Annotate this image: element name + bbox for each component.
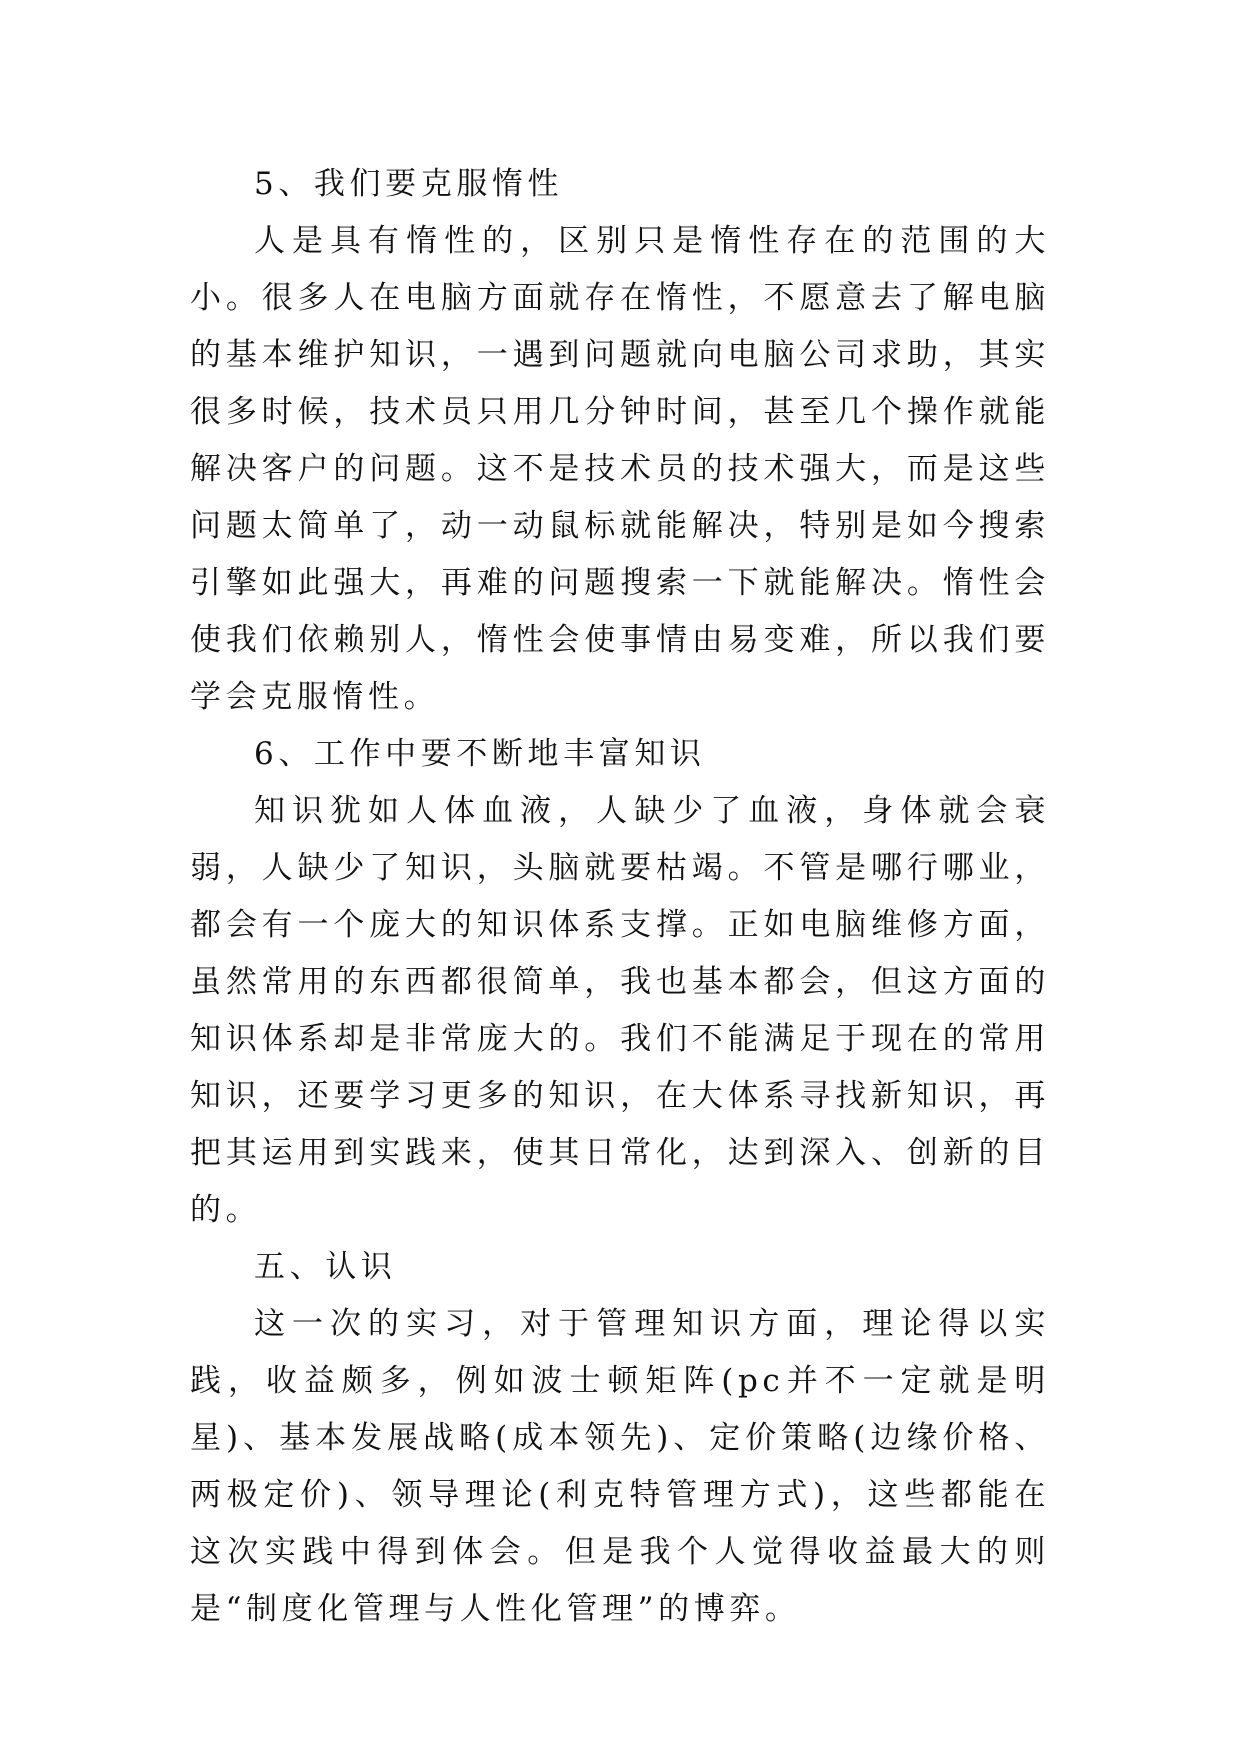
- section-heading: 5、我们要克服惰性: [254, 166, 564, 202]
- body-paragraph: 人是具有惰性的，区别只是惰性存在的范围的大小。很多人在电脑方面就存在惰性，不愿意去了解电脑的基本维护知识，一遇到问题就向电脑公司求助，其实很多时候，技术员只用几分钟时间，甚至几个操作就能解决客户的问题。这不是技术员的技术强大，而是这些问题太简单了，动一动鼠标就能解决，特别是如今搜索引擎如此强大，再难的问题搜索一下就能解决。惰性会使我们依赖别人，惰性会使事情由易变难，所以我们要学会克服惰性。: [190, 223, 1050, 715]
- document-body: [190, 156, 1050, 1638]
- body-paragraph: 这一次的实习，对于管理知识方面，理论得以实践，收益颇多，例如波士顿矩阵(pc并不一定就是明星)、基本发展战略(成本领先)、定价策略(边缘价格、两极定价)、领导理论(利克特管理方式)，这些都能在这次实践中得到体会。但是我个人觉得收益最大的则是“制度化管理与人性化管理”的博弈。: [190, 1306, 1050, 1627]
- body-paragraph: 知识犹如人体血液，人缺少了血液，身体就会衰弱，人缺少了知识，头脑就要枯竭。不管是哪行哪业，都会有一个庞大的知识体系支撑。正如电脑维修方面，虽然常用的东西都很简单，我也基本都会，但这方面的知识体系却是非常庞大的。我们不能满足于现在的常用知识，还要学习更多的知识，在大体系寻找新知识，再把其运用到实践来，使其日常化，达到深入、创新的目的。: [190, 793, 1050, 1228]
- section-heading: 6、工作中要不断地丰富知识: [254, 736, 706, 772]
- section-heading: 五、认识: [254, 1249, 397, 1285]
